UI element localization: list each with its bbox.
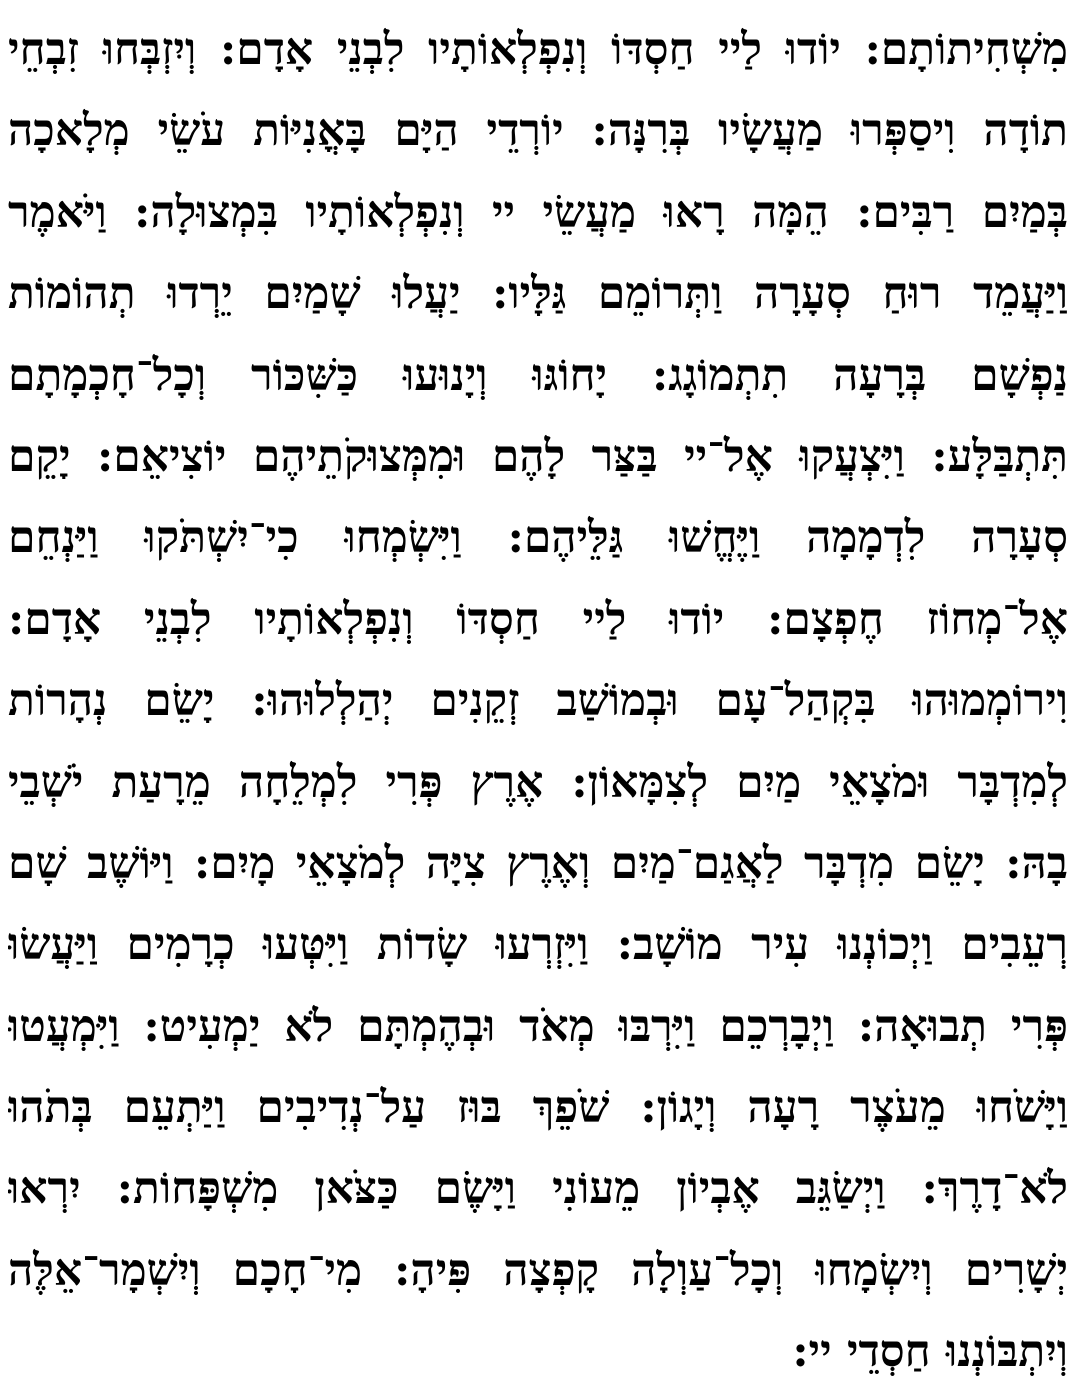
text-line-3: בְּמַיִם רַבִּים: הֵמָּה רָאוּ מַעֲשֵׂי יי וְנִפְלְאוֹתָיו בִּמְצוּלָה: וַיֹּאמֶר xyxy=(8,186,1068,238)
text-line-2: תוֹדָה וִיסַפְּרוּ מַעֲשָׂיו בְּרִנָּה: יוֹרְדֵי הַיָּם בָּאֳנִיּוֹת עֹשֵׂי מְלָאכָה xyxy=(8,105,1068,157)
text-line-15: לֹא־דָרֶךְ: וַיְשַׂגֵּב אֶבְיוֹן מֵעוֹנִי וַיָּשֶׂם כַּצֹּאן מִשְׁפָּחוֹת: יִרְאוּ xyxy=(8,1163,1068,1215)
text-line-7: סְעָרָה לִדְמָמָה וַיֶּחֱשׁוּ גַּלֵּיהֶם: וַיִּשְׂמְחוּ כִי־יִשְׁתֹּקוּ וַיַּנְחֵם xyxy=(8,512,1068,564)
text-line-8: אֶל־מְחוֹז חֶפְצָם: יוֹדוּ לַיי חַסְדּוֹ וְנִפְלְאוֹתָיו לִבְנֵי אָדָם: xyxy=(8,593,1068,645)
psalm-text-block xyxy=(8,14,1068,1398)
text-line-4: וַיַּעֲמֵד רוּחַ סְעָרָה וַתְּרוֹמֵם גַּלָּיו: יַעֲלוּ שָׁמַיִם יֵרְדוּ תְהוֹמוֹת xyxy=(8,268,1068,320)
text-line-1: מִשְׁחִיתוֹתָם: יוֹדוּ לַיי חַסְדּוֹ וְנִפְלְאוֹתָיו לִבְנֵי אָדָם: וְיִזְבְּחוּ זִבְחֵי xyxy=(8,24,1068,75)
text-line-11: בָהּ: יָשֵׂם מִדְבָּר לַאֲגַם־מַיִם וְאֶרֶץ צִיָּה לְמֹצָאֵי מָיִם: וַיּוֹשֶׁב שָׁם xyxy=(8,837,1068,889)
text-line-13: פְּרִי תְבוּאָה: וַיְבָרְכֵם וַיִּרְבּוּ מְאֹד וּבְהֶמְתָּם לֹא יַמְעִיט: וַיִּמְעֲטוּ xyxy=(8,1000,1068,1052)
text-line-16: יְשָׁרִים וְיִשְׂמָחוּ וְכָל־עַוְלָה קָפְצָה פִּיהָ: מִי־חָכָם וְיִשְׁמָר־אֵלֶּה xyxy=(8,1244,1068,1296)
text-line-17: וְיִתְבּוֹנְנוּ חַסְדֵי יי: xyxy=(792,1326,1068,1378)
text-line-10: לְמִדְבָּר וּמֹצָאֵי מַיִם לְצִמָּאוֹן: אֶרֶץ פְּרִי לִמְלֵחָה מֵרָעַת יֹשְׁבֵי xyxy=(8,756,1068,808)
text-line-6: תִּתְבַּלָּע: וַיִּצְעֲקוּ אֶל־יי בַּצַּר לָהֶם וּמִמְּצוּקֹתֵיהֶם יוֹצִיאֵם: יָקֵם xyxy=(8,430,1068,482)
text-line-5: נַפְשָׁם בְּרָעָה תִתְמוֹגָג: יָחוֹגּוּ וְיָנוּעוּ כַּשִּׁכּוֹר וְכָל־חָכְמָתָם xyxy=(8,349,1068,401)
text-line-14: וַיָּשֹׁחוּ מֵעֹצֶר רָעָה וְיָגוֹן: שֹׁפֵךְ בּוּז עַל־נְדִיבִים וַיַּתְעֵם בְּתֹהוּ xyxy=(8,1082,1068,1134)
text-line-9: וִירוֹמְמוּהוּ בִּקְהַל־עָם וּבְמוֹשַׁב זְקֵנִים יְהַלְלוּהוּ: יָשֵׂם נְהָרוֹת xyxy=(8,675,1068,727)
text-line-12: רְעֵבִים וַיְכוֹנְנוּ עִיר מוֹשָׁב: וַיִּזְרְעוּ שָׂדוֹת וַיִּטְּעוּ כְרָמִים וַיַּעֲשׂוּ xyxy=(8,919,1068,971)
